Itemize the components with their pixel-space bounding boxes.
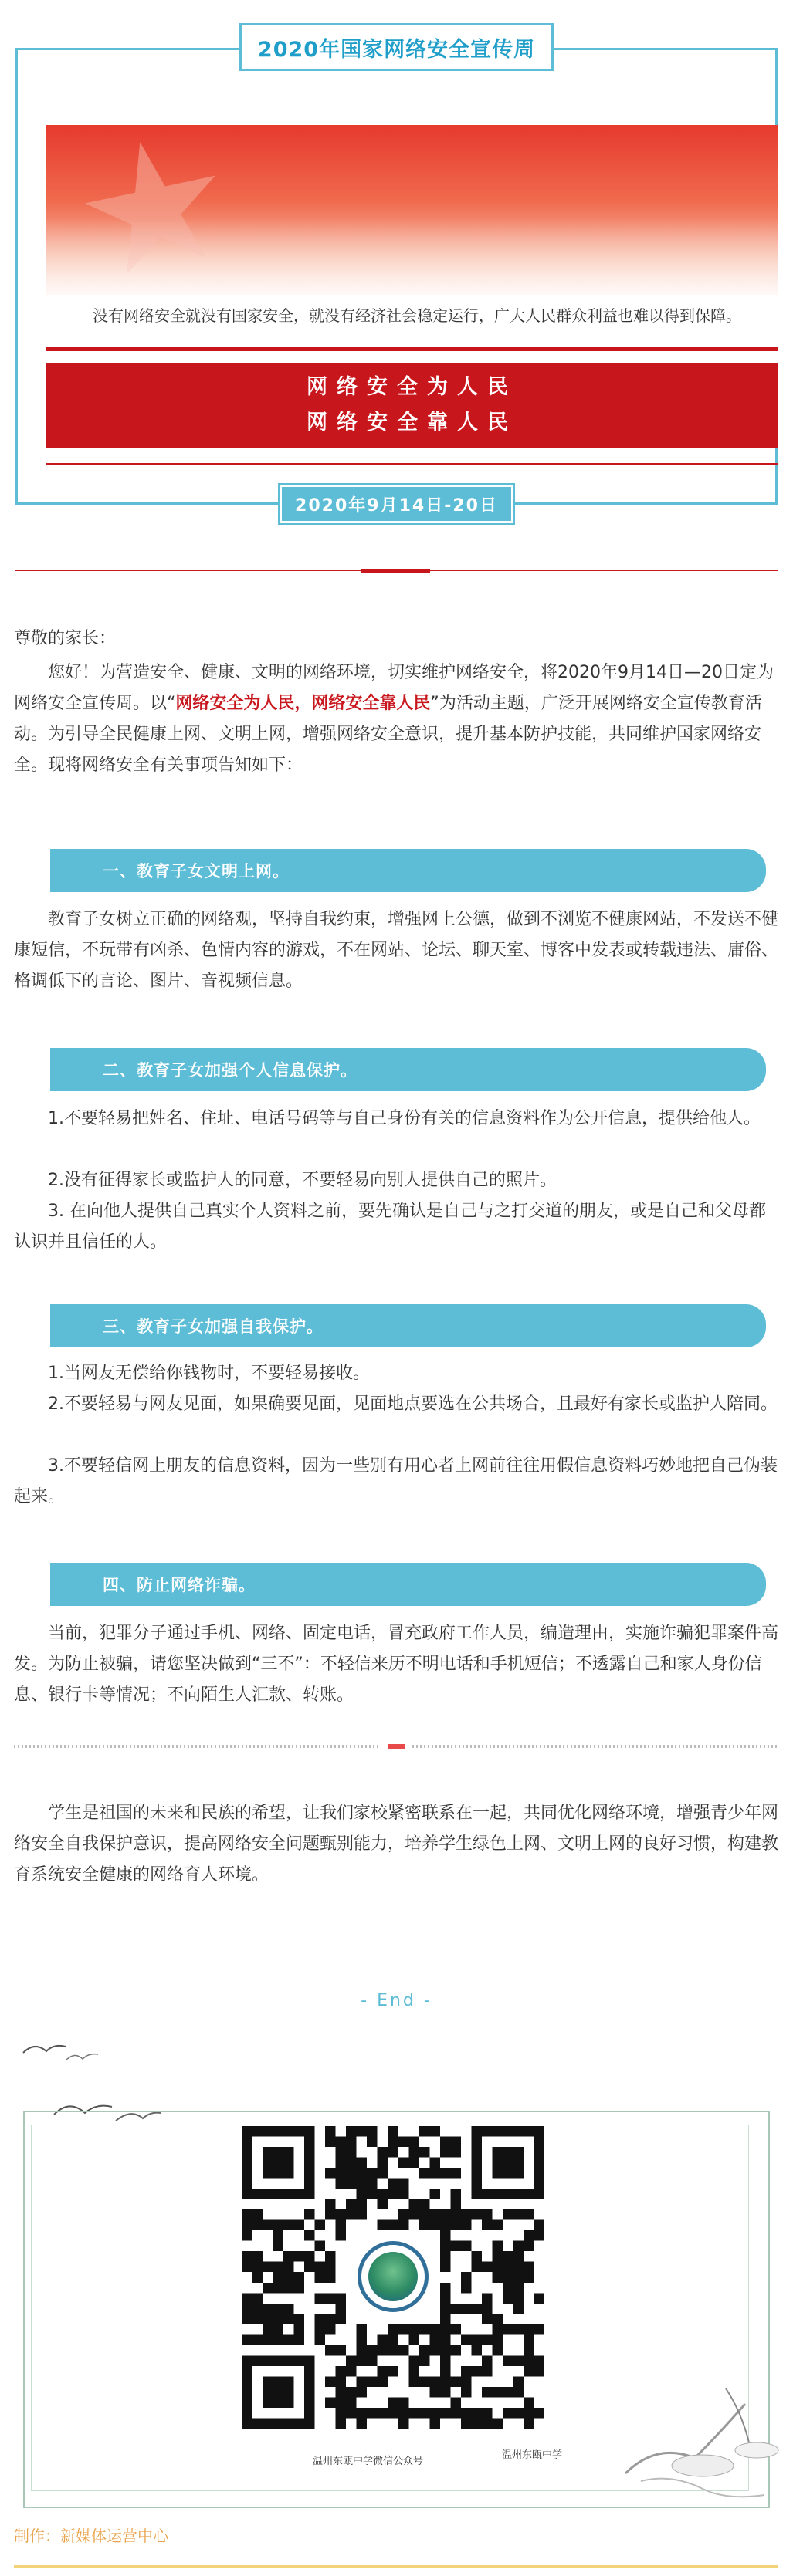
banner-divider bbox=[46, 347, 778, 351]
closing-paragraph: 学生是祖国的未来和民族的希望，让我们家校紧密联系在一起，共同优化网络环境，增强青少年网络安全自我保护意识，提高网络安全问题甄别能力，培养学生绿色上网、文明上网的良好习惯，构建教育系统安全健康的网络育人环境。 bbox=[14, 1804, 779, 1885]
footer-credit: 制作：新媒体运营中心 bbox=[14, 2527, 168, 2545]
section-paragraph: 当前，犯罪分子通过手机、网络、固定电话，冒充政府工作人员，编造理由，实施诈骗犯罪案件高发。为防止被骗，请您坚决做到“三不”：不轻信来历不明电话和手机短信；不透露自己和家人身份信息、银行卡等情况；不向陌生人汇款、转账。 bbox=[14, 1624, 779, 1705]
crane-birds-icon bbox=[610, 2358, 788, 2520]
banner-divider bbox=[46, 463, 778, 465]
banner-title: 2020年国家网络安全宣传周 bbox=[257, 37, 536, 62]
section-title: 四、防止网络诈骗。 bbox=[103, 1576, 256, 1594]
banner-hero-image bbox=[46, 125, 778, 295]
end-label: - End - bbox=[361, 1991, 432, 2010]
section-paragraph: 3.不要轻信网上朋友的信息资料，因为一些别有用心者上网前往往用假信息资料巧妙地把自己伪装起来。 bbox=[14, 1456, 778, 1506]
greeting: 尊敬的家长： bbox=[14, 629, 117, 648]
section-header-1 bbox=[50, 849, 766, 892]
qr-caption: 温州东瓯中学微信公众号 bbox=[313, 2456, 424, 2467]
intro-paragraph bbox=[14, 658, 778, 781]
separator-mark bbox=[361, 569, 430, 573]
banner-slogan bbox=[46, 363, 778, 448]
section-paragraph: 1.当网友无偿给你钱物时，不要轻易接收。 bbox=[48, 1364, 370, 1383]
intro-highlight: 网络安全为人民，网络安全靠人民 bbox=[175, 694, 431, 713]
section-paragraph: 教育子女树立正确的网络观，坚持自我约束，增强网上公德，做到不浏览不健康网站，不发送不健康短信，不玩带有凶杀、色情内容的游戏，不在网站、论坛、聊天室、博客中发表或转载违法、庸俗、格调低下的言论、图片、音视频信息。 bbox=[14, 910, 779, 991]
section-paragraph: 2.没有征得家长或监护人的同意，不要轻易向别人提供自己的照片。 bbox=[48, 1171, 557, 1190]
intro-text: 您好！为营造安全、健康、文明的网络环境，切实维护网络安全，将2020年9月14日—20日定为网络安全宣传周。以“ bbox=[14, 663, 774, 713]
section-title: 一、教育子女文明上网。 bbox=[103, 862, 290, 881]
slogan-line-2: 网络安全靠人民 bbox=[307, 411, 517, 434]
section-header-3 bbox=[50, 1304, 766, 1347]
date-text: 2020年9月14日-20日 bbox=[295, 495, 498, 516]
section-header-4 bbox=[50, 1563, 766, 1606]
qr-watermark: 温州东瓯中学 bbox=[502, 2449, 563, 2461]
section-paragraph: 1.不要轻易把姓名、住址、电话号码等与自己身份有关的信息资料作为公开信息，提供给他人。 bbox=[48, 1109, 761, 1128]
intro-text: ”为活动主题，广泛开展网络安全宣传教育活动。为引导全民健康上网、文明上网，增强网络安全意识，提升基本防护技能，共同维护国家网络安全。现将网络安全有关事项告知如下： bbox=[14, 694, 762, 775]
section-header-2 bbox=[50, 1048, 766, 1091]
date-badge bbox=[280, 485, 513, 523]
section-title: 三、教育子女加强自我保护。 bbox=[103, 1317, 324, 1336]
section-paragraph: 3. 在向他人提供自己真实个人资料之前，要先确认是自己与之打交道的朋友，或是自己和父母都认识并且信任的人。 bbox=[14, 1202, 766, 1252]
school-logo-icon bbox=[358, 2241, 429, 2312]
footer-line bbox=[14, 2565, 778, 2568]
section-paragraph: 2.不要轻易与网友见面，如果确要见面，见面地点要选在公共场合，且最好有家长或监护人陪同。 bbox=[48, 1394, 778, 1414]
quote-text: 没有网络安全就没有国家安全，就没有经济社会稳定运行，广大人民群众利益也难以得到保障。 bbox=[93, 306, 741, 325]
banner-title-box bbox=[239, 23, 554, 71]
section-title: 二、教育子女加强个人信息保护。 bbox=[103, 1061, 358, 1080]
flying-birds-icon bbox=[19, 2037, 104, 2068]
dotted-divider bbox=[14, 1743, 778, 1750]
slogan-line-1: 网络安全为人民 bbox=[307, 375, 517, 399]
